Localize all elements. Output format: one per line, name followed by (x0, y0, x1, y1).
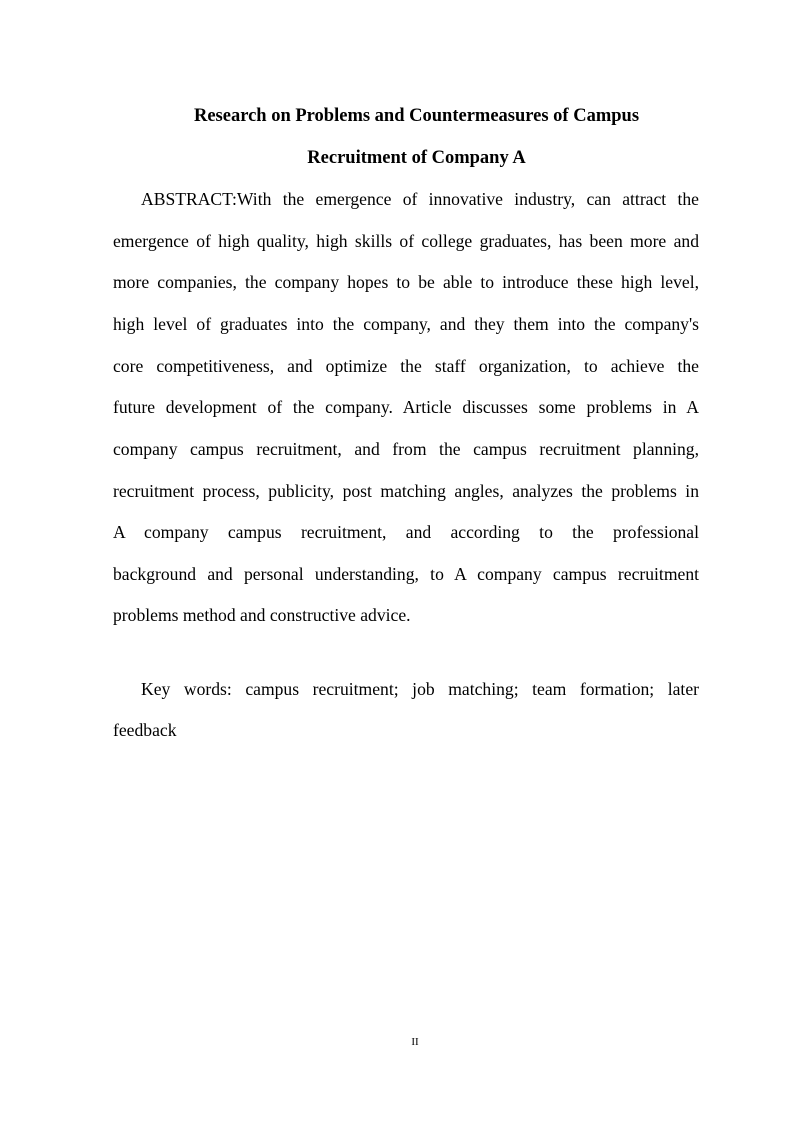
title-line-1: Research on Problems and Countermeasures of Campus (193, 106, 640, 126)
abstract-line: emergence of high quality, high skills of college graduates, has been more and (113, 231, 699, 251)
page-number: II (411, 1036, 419, 1048)
abstract-line: ABSTRACT:With the emergence of innovative industry, can attract the (141, 189, 699, 209)
keywords-line: feedback (113, 720, 177, 740)
abstract-line: recruitment process, publicity, post matching angles, analyzes the problems in (113, 481, 699, 501)
abstract-line: company campus recruitment, and from the campus recruitment planning, (113, 439, 699, 459)
keywords-line: Key words: campus recruitment; job matching; team formation; later (141, 679, 699, 699)
abstract-line: background and personal understanding, to A company campus recruitment (113, 564, 699, 584)
abstract-line: core competitiveness, and optimize the staff organization, to achieve the (113, 356, 699, 376)
abstract-line: A company campus recruitment, and according to the professional (113, 522, 699, 542)
title-line-2: Recruitment of Company A (307, 148, 526, 168)
abstract-line: more companies, the company hopes to be able to introduce these high level, (113, 272, 699, 292)
abstract-line: problems method and constructive advice. (113, 605, 411, 625)
abstract-line: high level of graduates into the company, and they them into the company's (113, 314, 699, 334)
abstract-line: future development of the company. Article discusses some problems in A (113, 397, 699, 417)
